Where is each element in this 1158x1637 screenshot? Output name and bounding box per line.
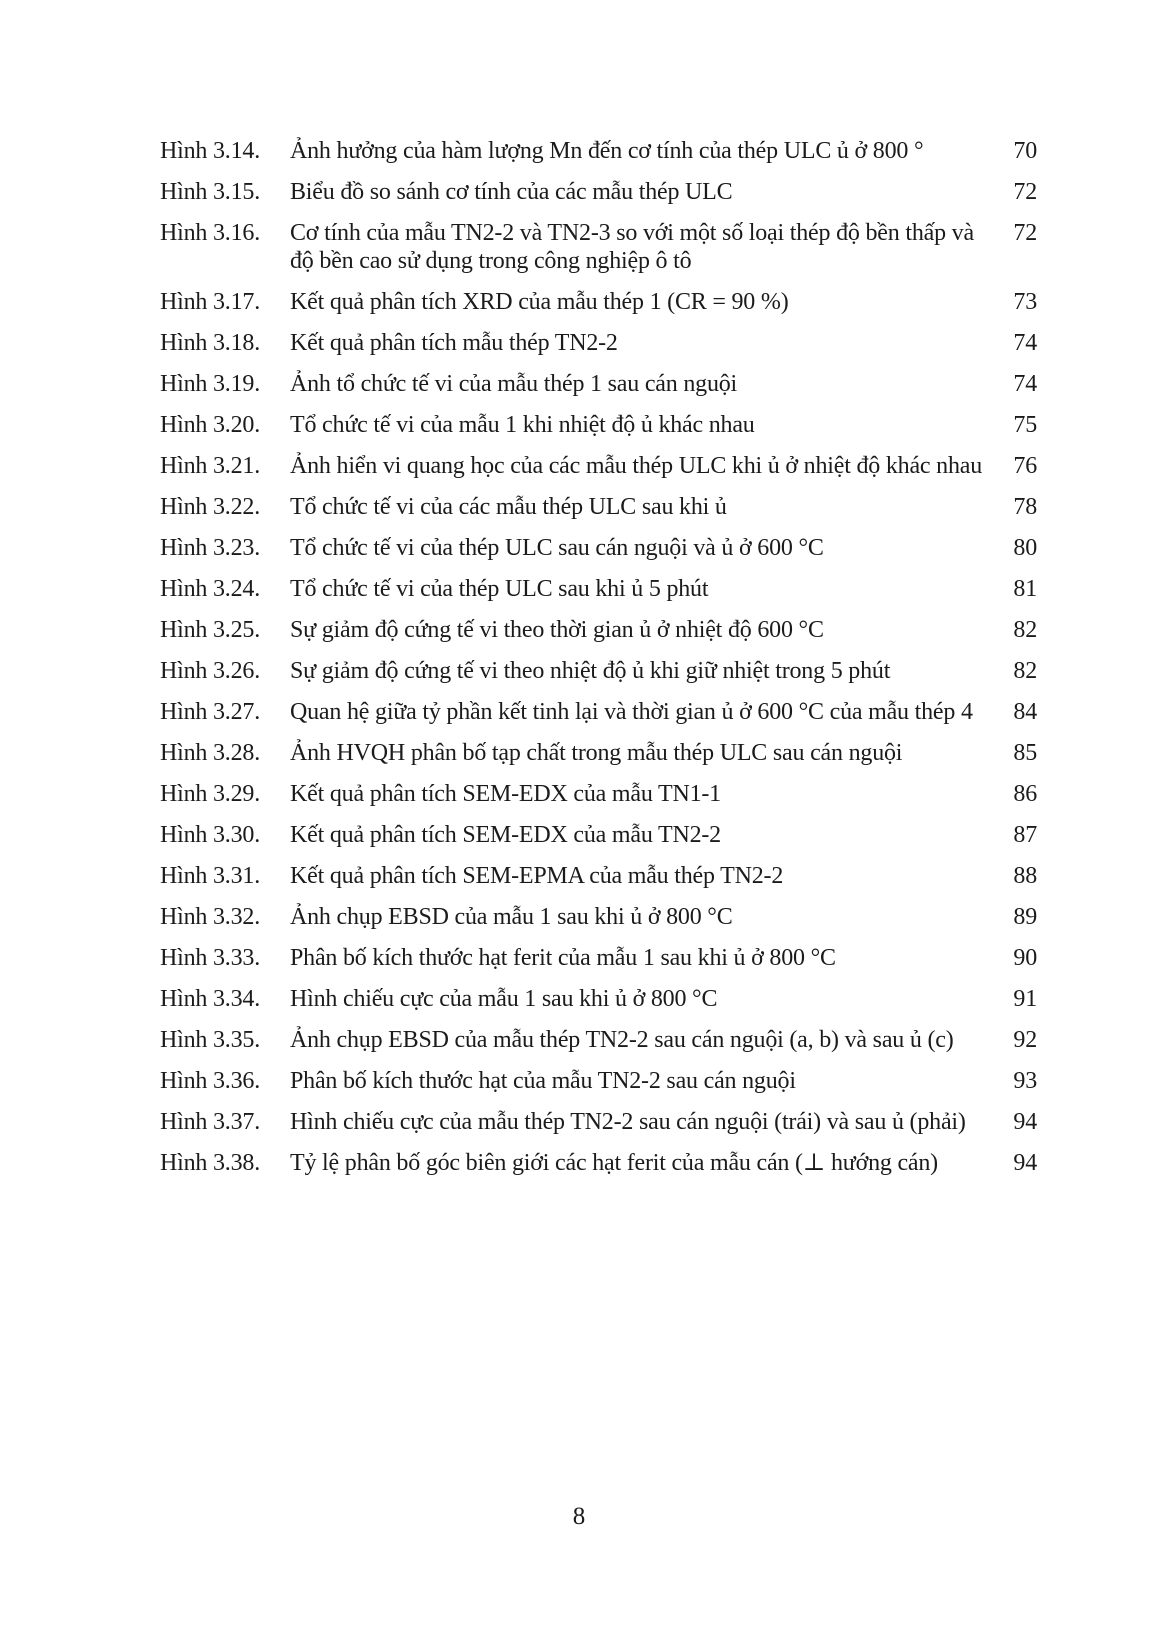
figure-label: Hình 3.32. — [160, 904, 261, 930]
figure-label: Hình 3.19. — [160, 371, 261, 397]
figure-entry — [160, 944, 1037, 972]
figure-caption — [290, 985, 1037, 1013]
figure-entry — [160, 411, 1037, 439]
figure-page-number: 78 — [1013, 494, 1037, 520]
figure-page-number: 86 — [1013, 781, 1037, 807]
figure-caption — [290, 288, 1037, 316]
figure-page-number: 92 — [1013, 1027, 1037, 1053]
figure-caption-line: Ảnh chụp EBSD của mẫu 1 sau khi ủ ở 800 °C — [290, 904, 733, 930]
figure-caption — [290, 1067, 1037, 1095]
figure-entry — [160, 657, 1037, 685]
figure-caption — [290, 657, 1037, 685]
figure-label: Hình 3.21. — [160, 453, 261, 479]
figure-caption — [290, 137, 1037, 165]
figure-label: Hình 3.26. — [160, 658, 261, 684]
figure-label: Hình 3.35. — [160, 1027, 261, 1053]
figure-caption-line: Phân bố kích thước hạt của mẫu TN2-2 sau cán nguội — [290, 1068, 796, 1094]
figure-entry — [160, 903, 1037, 931]
figure-label: Hình 3.36. — [160, 1068, 261, 1094]
figure-entry — [160, 288, 1037, 316]
figure-caption-line: Tổ chức tế vi của thép ULC sau cán nguội và ủ ở 600 °C — [290, 535, 824, 561]
figure-caption-line: Tổ chức tế vi của các mẫu thép ULC sau khi ủ — [290, 494, 727, 520]
figure-caption-line: độ bền cao sử dụng trong công nghiệp ô tô — [290, 248, 692, 274]
figure-caption — [290, 452, 1037, 480]
figure-caption-line: Ảnh hưởng của hàm lượng Mn đến cơ tính của thép ULC ủ ở 800 ° — [290, 138, 924, 164]
figure-caption-line: Tổ chức tế vi của thép ULC sau khi ủ 5 phút — [290, 576, 709, 602]
figure-caption — [290, 1026, 1037, 1054]
figure-caption — [290, 493, 1037, 521]
figure-page-number: 90 — [1013, 945, 1037, 971]
figure-page-number: 80 — [1013, 535, 1037, 561]
figure-caption — [290, 616, 1037, 644]
figure-caption — [290, 862, 1037, 890]
figure-caption — [290, 219, 1037, 275]
figure-caption-line: Kết quả phân tích XRD của mẫu thép 1 (CR = 90 %) — [290, 289, 789, 315]
figure-label: Hình 3.29. — [160, 781, 261, 807]
figure-page-number: 89 — [1013, 904, 1037, 930]
figure-entry — [160, 985, 1037, 1013]
figure-page-number: 81 — [1013, 576, 1037, 602]
figure-label: Hình 3.18. — [160, 330, 261, 356]
figure-page-number: 70 — [1013, 138, 1037, 164]
figure-page-number: 88 — [1013, 863, 1037, 889]
figure-caption-line: Hình chiếu cực của mẫu thép TN2-2 sau cán nguội (trái) và sau ủ (phải) — [290, 1109, 966, 1135]
figure-caption-line: Sự giảm độ cứng tế vi theo thời gian ủ ở nhiệt độ 600 °C — [290, 617, 824, 643]
figure-page-number: 73 — [1013, 289, 1037, 315]
figure-label: Hình 3.14. — [160, 138, 261, 164]
figure-entry — [160, 821, 1037, 849]
figure-entry — [160, 370, 1037, 398]
figure-entry — [160, 493, 1037, 521]
figure-page-number: 76 — [1013, 453, 1037, 479]
figure-label: Hình 3.30. — [160, 822, 261, 848]
figure-caption-line: Tỷ lệ phân bố góc biên giới các hạt ferit của mẫu cán (⊥ hướng cán) — [290, 1150, 938, 1176]
figure-caption-line: Ảnh tổ chức tế vi của mẫu thép 1 sau cán nguội — [290, 371, 738, 397]
figure-caption-line: Kết quả phân tích SEM-EPMA của mẫu thép TN2-2 — [290, 863, 784, 889]
figure-page-number: 84 — [1013, 699, 1037, 725]
figure-entry — [160, 780, 1037, 808]
figure-entry — [160, 575, 1037, 603]
figure-caption-line: Kết quả phân tích SEM-EDX của mẫu TN2-2 — [290, 822, 721, 848]
figure-entry — [160, 616, 1037, 644]
figure-page-number: 82 — [1013, 658, 1037, 684]
figure-caption-line: Cơ tính của mẫu TN2-2 và TN2-3 so với một số loại thép độ bền thấp và — [290, 220, 974, 246]
figure-caption-line: Quan hệ giữa tỷ phần kết tinh lại và thời gian ủ ở 600 °C của mẫu thép 4 — [290, 699, 973, 725]
figure-label: Hình 3.34. — [160, 986, 261, 1012]
figure-label: Hình 3.22. — [160, 494, 261, 520]
figure-page-number: 74 — [1013, 330, 1037, 356]
list-of-figures — [160, 137, 1037, 1190]
figure-caption — [290, 329, 1037, 357]
figure-label: Hình 3.28. — [160, 740, 261, 766]
footer-page-number: 8 — [572, 1503, 586, 1530]
figure-entry — [160, 862, 1037, 890]
figure-label: Hình 3.15. — [160, 179, 261, 205]
figure-caption-line: Kết quả phân tích SEM-EDX của mẫu TN1-1 — [290, 781, 721, 807]
figure-caption — [290, 411, 1037, 439]
figure-entry — [160, 452, 1037, 480]
figure-page-number: 87 — [1013, 822, 1037, 848]
figure-entry — [160, 1149, 1037, 1177]
figure-label: Hình 3.33. — [160, 945, 261, 971]
figure-page-number: 93 — [1013, 1068, 1037, 1094]
figure-entry — [160, 1108, 1037, 1136]
figure-label: Hình 3.20. — [160, 412, 261, 438]
figure-page-number: 94 — [1013, 1150, 1037, 1176]
figure-entry — [160, 219, 1037, 275]
figure-label: Hình 3.38. — [160, 1150, 261, 1176]
figure-caption-line: Ảnh chụp EBSD của mẫu thép TN2-2 sau cán nguội (a, b) và sau ủ (c) — [290, 1027, 954, 1053]
figure-caption — [290, 739, 1037, 767]
figure-page-number: 72 — [1013, 179, 1037, 205]
figure-label: Hình 3.25. — [160, 617, 261, 643]
figure-entry — [160, 137, 1037, 165]
figure-label: Hình 3.37. — [160, 1109, 261, 1135]
figure-page-number: 72 — [1013, 220, 1037, 246]
figure-caption — [290, 575, 1037, 603]
figure-caption — [290, 780, 1037, 808]
figure-caption — [290, 698, 1037, 726]
figure-caption-line: Ảnh hiển vi quang học của các mẫu thép ULC khi ủ ở nhiệt độ khác nhau — [290, 453, 983, 479]
figure-label: Hình 3.16. — [160, 220, 261, 246]
figure-entry — [160, 739, 1037, 767]
figure-page-number: 94 — [1013, 1109, 1037, 1135]
figure-label: Hình 3.17. — [160, 289, 261, 315]
figure-entry — [160, 534, 1037, 562]
figure-caption-line: Hình chiếu cực của mẫu 1 sau khi ủ ở 800 °C — [290, 986, 718, 1012]
figure-caption-line: Kết quả phân tích mẫu thép TN2-2 — [290, 330, 618, 356]
figure-caption-line: Tổ chức tế vi của mẫu 1 khi nhiệt độ ủ khác nhau — [290, 412, 755, 438]
figure-caption — [290, 1149, 1037, 1177]
figure-caption — [290, 370, 1037, 398]
figure-caption-line: Phân bố kích thước hạt ferit của mẫu 1 sau khi ủ ở 800 °C — [290, 945, 836, 971]
figure-caption — [290, 903, 1037, 931]
figure-label: Hình 3.24. — [160, 576, 261, 602]
figure-caption-line: Ảnh HVQH phân bố tạp chất trong mẫu thép ULC sau cán nguội — [290, 740, 903, 766]
figure-caption-line: Sự giảm độ cứng tế vi theo nhiệt độ ủ khi giữ nhiệt trong 5 phút — [290, 658, 891, 684]
figure-entry — [160, 698, 1037, 726]
figure-label: Hình 3.31. — [160, 863, 261, 889]
page-footer — [0, 1502, 1158, 1532]
figure-caption — [290, 1108, 1037, 1136]
figure-page-number: 91 — [1013, 986, 1037, 1012]
figure-caption — [290, 944, 1037, 972]
figure-caption-line: Biểu đồ so sánh cơ tính của các mẫu thép ULC — [290, 179, 733, 205]
figure-page-number: 74 — [1013, 371, 1037, 397]
figure-page-number: 82 — [1013, 617, 1037, 643]
figure-caption — [290, 534, 1037, 562]
figure-label: Hình 3.23. — [160, 535, 261, 561]
figure-entry — [160, 329, 1037, 357]
figure-caption — [290, 178, 1037, 206]
figure-caption — [290, 821, 1037, 849]
figure-label: Hình 3.27. — [160, 699, 261, 725]
figure-entry — [160, 1026, 1037, 1054]
figure-page-number: 85 — [1013, 740, 1037, 766]
figure-page-number: 75 — [1013, 412, 1037, 438]
figure-entry — [160, 1067, 1037, 1095]
figure-entry — [160, 178, 1037, 206]
